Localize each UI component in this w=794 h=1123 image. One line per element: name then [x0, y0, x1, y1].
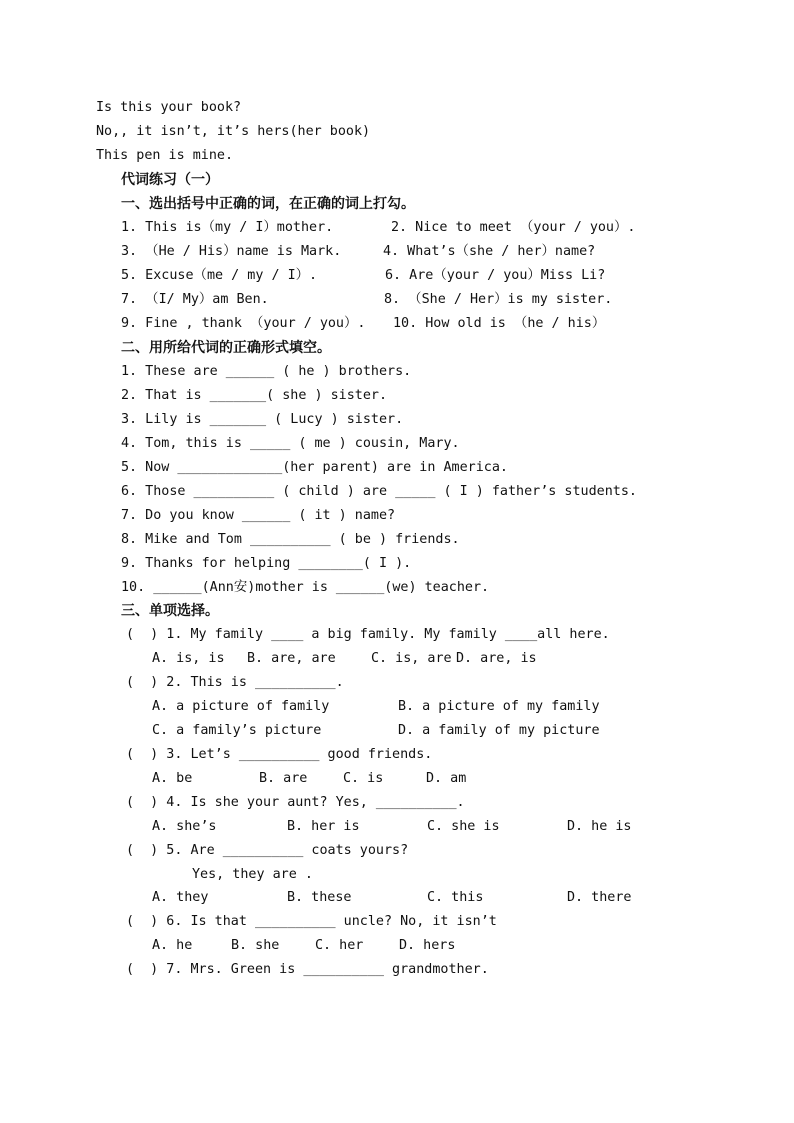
option: A. is, is: [152, 651, 225, 666]
section2-item: 3. Lily is _______ ( Lucy ) sister.: [121, 412, 404, 427]
question-stem: ( ) 2. This is __________.: [126, 675, 344, 690]
section2-item: 1. These are ______ ( he ) brothers.: [121, 364, 412, 379]
question-stem: ( ) 1. My family ____ a big family. My family ____all here.: [126, 627, 610, 642]
section2-item: 9. Thanks for helping ________( I ).: [121, 556, 412, 571]
option: C. this: [427, 890, 484, 905]
option: B. are, are: [247, 651, 336, 666]
option: C. is: [343, 771, 384, 786]
question-stem: ( ) 3. Let’s __________ good friends.: [126, 747, 433, 762]
option: C. is, are: [371, 651, 452, 666]
option: B. are: [259, 771, 308, 786]
option: A. a picture of family: [152, 699, 330, 714]
intro-line-3: This pen is mine.: [96, 148, 234, 163]
question-stem: ( ) 6. Is that __________ uncle? No, it isn’t: [126, 914, 497, 929]
section2-item: 10. ______(Ann安)mother is ______(we) teacher.: [121, 580, 490, 595]
option: D. a family of my picture: [398, 723, 600, 738]
question-note: Yes, they are .: [192, 867, 313, 882]
intro-line-1: Is this your book?: [96, 100, 242, 115]
section1-item-5: 5. Excuse（me / my / I）.: [121, 268, 318, 283]
section1-item-7: 7. （I/ My）am Ben.: [121, 292, 269, 307]
option: C. a family’s picture: [152, 723, 322, 738]
section1-item-1: 1. This is（my / I）mother.: [121, 220, 334, 235]
option: D. he is: [567, 819, 632, 834]
section2-item: 5. Now _____________(her parent) are in America.: [121, 460, 508, 475]
option: D. are, is: [456, 651, 537, 666]
option: C. she is: [427, 819, 500, 834]
section1-item-9: 9. Fine , thank （your / you）.: [121, 316, 366, 331]
worksheet-title: 代词练习（一）: [121, 172, 219, 188]
option: B. she: [231, 938, 280, 953]
section2-heading: 二、用所给代词的正确形式填空。: [121, 340, 331, 356]
section1-item-4: 4. What’s（she / her）name?: [383, 244, 596, 259]
option: A. they: [152, 890, 209, 905]
option: B. a picture of my family: [398, 699, 600, 714]
option: B. these: [287, 890, 352, 905]
question-stem: ( ) 5. Are __________ coats yours?: [126, 843, 409, 858]
section2-item: 7. Do you know ______ ( it ) name?: [121, 508, 396, 523]
option: A. be: [152, 771, 193, 786]
section3-heading: 三、单项选择。: [121, 603, 219, 619]
option: A. she’s: [152, 819, 217, 834]
section2-item: 6. Those __________ ( child ) are _____ ( I ) father’s students.: [121, 484, 637, 499]
section1-item-2: 2. Nice to meet （your / you）.: [391, 220, 636, 235]
option: D. am: [426, 771, 467, 786]
section1-item-6: 6. Are（your / you）Miss Li?: [385, 268, 606, 283]
section2-item: 8. Mike and Tom __________ ( be ) friends.: [121, 532, 460, 547]
section2-item: 4. Tom, this is _____ ( me ) cousin, Mary.: [121, 436, 460, 451]
question-stem: ( ) 4. Is she your aunt? Yes, __________.: [126, 795, 465, 810]
option: D. there: [567, 890, 632, 905]
question-stem: ( ) 7. Mrs. Green is __________ grandmother.: [126, 962, 489, 977]
intro-line-2: No,, it isn’t, it’s hers(her book): [96, 124, 371, 139]
option: A. he: [152, 938, 193, 953]
option: D. hers: [399, 938, 456, 953]
option: B. her is: [287, 819, 360, 834]
section1-heading: 一、选出括号中正确的词，在正确的词上打勾。: [121, 196, 415, 212]
section2-item: 2. That is _______( she ) sister.: [121, 388, 388, 403]
section1-item-8: 8. （She / Her）is my sister.: [384, 292, 613, 307]
option: C. her: [315, 938, 364, 953]
section1-item-3: 3. （He / His）name is Mark.: [121, 244, 342, 259]
section1-item-10: 10. How old is （he / his）: [393, 316, 606, 331]
